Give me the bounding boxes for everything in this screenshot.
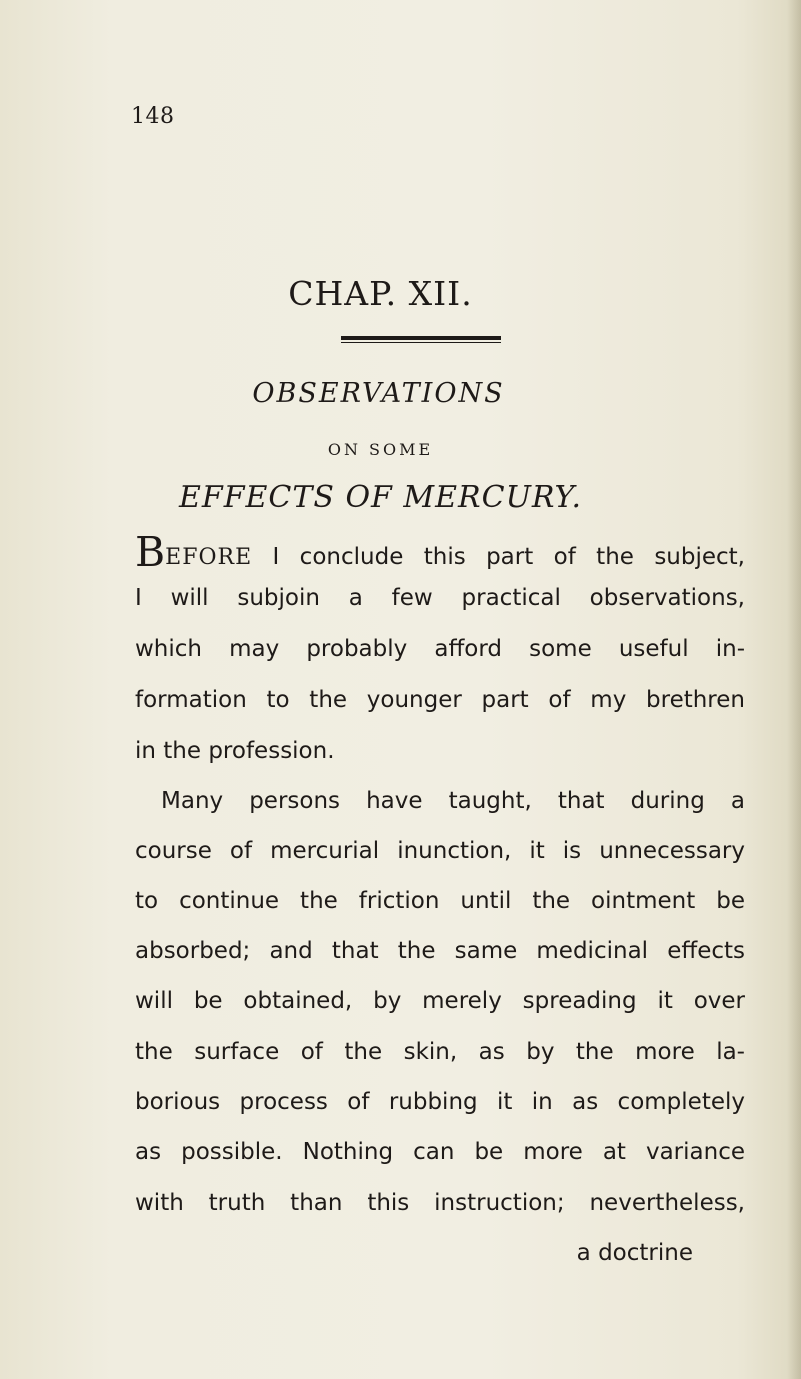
body-line-4: formation to the younger part of my brethren	[135, 687, 745, 713]
page-edge-shadow	[787, 0, 801, 1379]
body-line-1	[135, 528, 745, 576]
section-title-line-3-text: EFFECTS OF MERCURY.	[178, 480, 582, 515]
drop-cap: B	[135, 528, 166, 576]
body-line-10: will be obtained, by merely spreading it over	[135, 988, 745, 1014]
body-line-11: the surface of the skin, as by the more la-	[135, 1039, 745, 1065]
section-title-line-2	[0, 440, 801, 459]
heading-rule-thick	[341, 336, 501, 340]
chapter-heading	[0, 274, 801, 313]
body-line-1-text: I conclude this part of the subject,	[272, 544, 745, 570]
catchword: a doctrine	[576, 1240, 693, 1266]
small-caps-word: EFORE	[165, 545, 253, 570]
body-line-8: to continue the friction until the ointment be	[135, 888, 745, 914]
page-number: 148	[131, 104, 175, 129]
body-line-6: Many persons have taught, that during a	[161, 788, 745, 814]
section-title-line-1	[0, 378, 801, 409]
body-line-3: which may probably afford some useful in-	[135, 636, 745, 662]
body-line-13: as possible. Nothing can be more at variance	[135, 1139, 745, 1165]
heading-rule-thin	[341, 342, 501, 343]
body-line-7: course of mercurial inunction, it is unnecessary	[135, 838, 745, 864]
chapter-heading-text: CHAP. XII.	[288, 274, 473, 313]
body-line-14: with truth than this instruction; nevertheless,	[135, 1190, 745, 1216]
section-title-line-1-text: OBSERVATIONS	[252, 378, 505, 409]
body-line-2: I will subjoin a few practical observations,	[135, 585, 745, 611]
section-title-line-2-text: ON SOME	[327, 440, 434, 459]
body-line-12: borious process of rubbing it in as completely	[135, 1089, 745, 1115]
section-title-line-3	[0, 480, 801, 515]
body-line-5: in the profession.	[135, 738, 335, 764]
body-line-9: absorbed; and that the same medicinal effects	[135, 938, 745, 964]
